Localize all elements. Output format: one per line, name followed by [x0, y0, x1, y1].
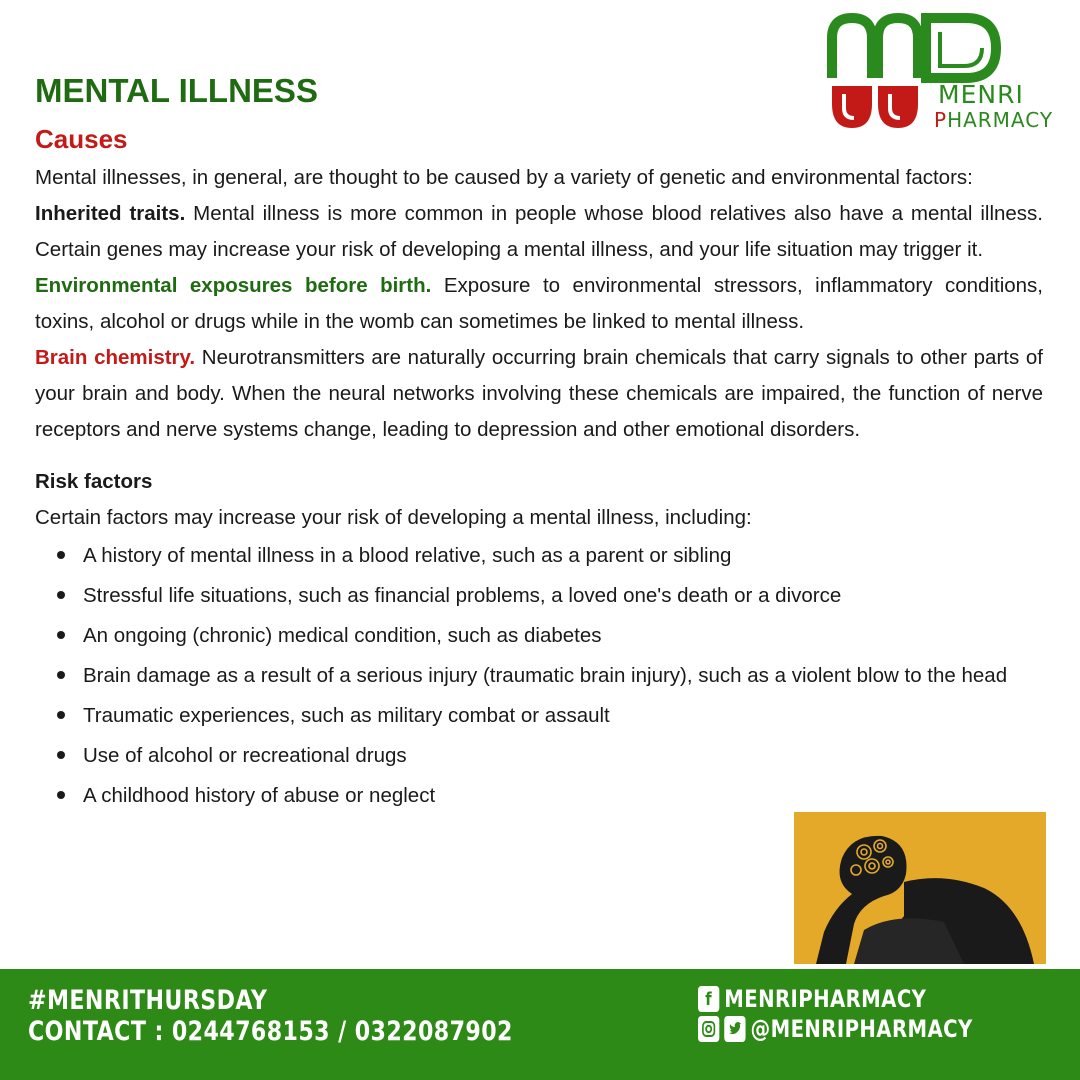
list-item-text: Traumatic experiences, such as military combat or assault — [83, 704, 610, 727]
silhouette-icon — [794, 812, 1046, 964]
bullet-icon — [57, 751, 65, 759]
cause-text: Neurotransmitters are naturally occurring brain chemicals that carry signals to other parts of your brain and body. When the neural networks involving these chemicals are impaired, the function of nerve receptors and nerve systems change, leading to depression and other emotional disorders. — [35, 346, 1043, 441]
facebook-icon: f — [698, 986, 719, 1012]
list-item — [83, 738, 783, 774]
page-title: MENTAL ILLNESS — [35, 72, 318, 109]
list-item-text: A childhood history of abuse or neglect — [83, 784, 436, 807]
instagram-icon — [698, 1016, 719, 1042]
footer-contact: CONTACT : 0244768153 / 0322087902 — [28, 1016, 513, 1047]
cause-text: Exposure to environmental stressors, inflammatory conditions, toxins, alcohol or drugs while in the womb can sometimes be linked to mental illness. — [35, 274, 1044, 333]
causes-intro: Mental illnesses, in general, are thought to be caused by a variety of genetic and environmental factors: — [35, 166, 973, 189]
logo-text-menri: MENRI — [938, 80, 1024, 109]
cause-term: Brain chemistry. — [35, 346, 196, 369]
bullet-icon — [57, 791, 65, 799]
list-item — [83, 698, 783, 734]
list-item-text: A history of mental illness in a blood relative, such as a parent or sibling — [83, 544, 732, 567]
bullet-icon — [57, 711, 65, 719]
list-item — [83, 778, 783, 814]
list-item-text: Stressful life situations, such as financial problems, a loved one's death or a divorce — [83, 584, 842, 607]
bullet-icon — [57, 591, 65, 599]
distressed-person-illustration — [794, 812, 1046, 964]
twitter-icon — [724, 1016, 745, 1042]
list-item — [83, 618, 1043, 654]
footer-facebook — [698, 985, 926, 1013]
list-item — [83, 578, 1043, 614]
list-item-text: Use of alcohol or recreational drugs — [83, 744, 407, 767]
section-title-causes: Causes — [35, 124, 128, 154]
cause-term: Environmental exposures before birth. — [35, 274, 432, 297]
footer-bar — [0, 969, 1080, 1080]
risk-factors-intro: Certain factors may increase your risk of developing a mental illness, including: — [35, 506, 752, 529]
section-title-risk-factors: Risk factors — [35, 470, 153, 493]
list-item-text: Brain damage as a result of a serious injury (traumatic brain injury), such as a violent blow to the head — [83, 664, 1008, 687]
cause-text: Mental illness is more common in people whose blood relatives also have a mental illness. Certain genes may increase your risk of developing a mental illness, and your life situation may trigger it. — [35, 202, 1043, 261]
cause-term: Inherited traits. — [35, 202, 186, 225]
risk-factors-list — [35, 538, 1043, 814]
list-item — [83, 538, 1043, 574]
logo-text-pharmacy-p: P — [934, 108, 948, 132]
bullet-icon — [57, 631, 65, 639]
footer-social-handle — [698, 1015, 973, 1043]
facebook-handle[interactable]: MENRIPHARMACY — [724, 985, 927, 1013]
bullet-icon — [57, 551, 65, 559]
logo-text-pharmacy-rest: HARMACY — [947, 108, 1054, 132]
bullet-icon — [57, 671, 65, 679]
list-item-text: An ongoing (chronic) medical condition, such as diabetes — [83, 624, 602, 647]
list-item — [83, 658, 1043, 694]
footer-hashtag: #MENRITHURSDAY — [28, 985, 268, 1016]
cause-inherited-traits — [35, 196, 1043, 268]
social-handle-text[interactable]: @MENRIPHARMACY — [750, 1015, 973, 1043]
article — [35, 70, 1043, 818]
cause-brain-chemistry — [35, 340, 1043, 448]
cause-environmental-exposures — [35, 268, 1043, 340]
